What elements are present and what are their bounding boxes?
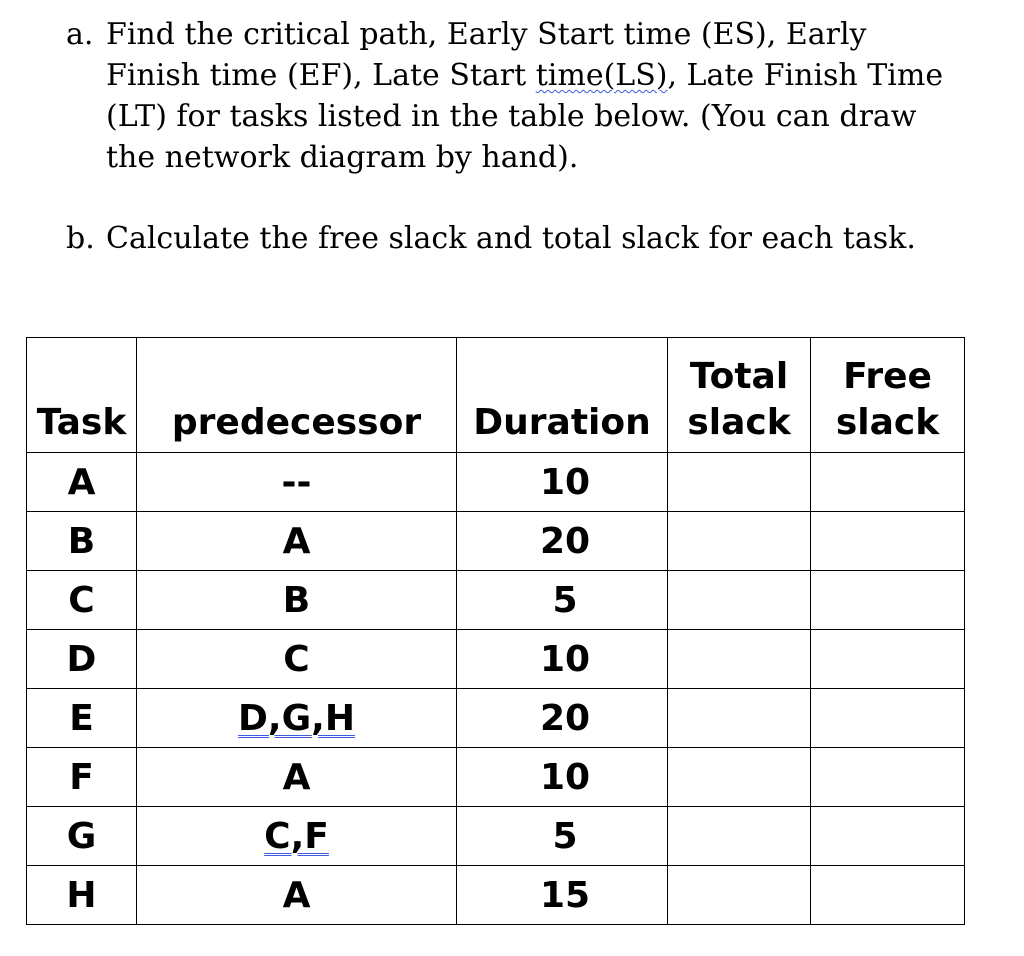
free-slack-cell[interactable] [811,630,965,689]
task-cell: B [27,512,137,571]
task-table [26,337,965,925]
question-b-text: Calculate the free slack and total slack for each task. [106,221,916,256]
question-a [66,14,966,178]
predecessor-value: D,G,H [238,697,355,739]
duration-value: 10 [539,638,591,680]
table-row [27,512,965,571]
duration-value: 5 [552,815,578,857]
table-row [27,689,965,748]
total-slack-cell[interactable] [668,571,811,630]
duration-value: 5 [552,579,578,621]
free-slack-cell[interactable] [811,866,965,925]
free-slack-cell[interactable] [811,453,965,512]
predecessor-cell: C [137,630,457,689]
free-slack-cell[interactable] [811,571,965,630]
table-row [27,630,965,689]
duration-cell [457,807,668,866]
task-cell: D [27,630,137,689]
table-row [27,571,965,630]
total-slack-cell[interactable] [668,748,811,807]
table-header-row [27,338,965,453]
total-slack-cell[interactable] [668,866,811,925]
task-cell: G [27,807,137,866]
duration-cell [457,866,668,925]
header-free-slack-line2: slack [835,402,940,443]
total-slack-cell[interactable] [668,512,811,571]
question-b-letter: b. [66,221,95,256]
total-slack-cell[interactable] [668,453,811,512]
task-cell: E [27,689,137,748]
predecessor-cell: A [137,866,457,925]
total-slack-cell[interactable] [668,807,811,866]
predecessor-cell: -- [137,453,457,512]
free-slack-cell[interactable] [811,512,965,571]
task-cell: F [27,748,137,807]
duration-value: 20 [539,520,591,562]
header-total-slack [668,338,811,453]
predecessor-cell: A [137,512,457,571]
header-task: Task [27,338,137,453]
table-row [27,748,965,807]
duration-cell [457,630,668,689]
task-cell: C [27,571,137,630]
duration-cell [457,689,668,748]
header-free-slack [811,338,965,453]
header-total-slack-line2: slack [687,402,791,443]
predecessor-cell [137,807,457,866]
total-slack-cell[interactable] [668,689,811,748]
duration-value: 20 [539,697,591,739]
duration-cell [457,571,668,630]
header-free-slack-line1: Free [843,356,932,397]
duration-value: 10 [539,461,591,503]
question-a-text-end: , Late Finish Time (LT) for tasks listed in the table below. (You can draw the network diagram by hand). [106,58,944,175]
task-cell: H [27,866,137,925]
question-list [66,14,966,259]
table-row [27,807,965,866]
duration-cell [457,748,668,807]
header-predecessor: predecessor [137,338,457,453]
free-slack-cell[interactable] [811,689,965,748]
predecessor-cell: B [137,571,457,630]
predecessor-cell: A [137,748,457,807]
duration-cell [457,512,668,571]
duration-value: 10 [539,756,591,798]
task-cell: A [27,453,137,512]
free-slack-cell[interactable] [811,748,965,807]
predecessor-value: C,F [264,815,329,857]
table-row [27,453,965,512]
table-row [27,866,965,925]
free-slack-cell[interactable] [811,807,965,866]
total-slack-cell[interactable] [668,630,811,689]
question-a-text-start: Find the critical path, Early Start time (ES), Early Finish time (EF), Late Start [106,17,867,93]
header-total-slack-line1: Total [689,356,789,397]
question-a-letter: a. [66,17,94,52]
duration-value: 15 [539,874,591,916]
duration-cell [457,453,668,512]
question-a-text [106,14,966,178]
header-duration: Duration [457,338,668,453]
question-b [66,218,966,259]
predecessor-cell [137,689,457,748]
question-a-spellcheck-word: time(LS) [535,58,668,93]
